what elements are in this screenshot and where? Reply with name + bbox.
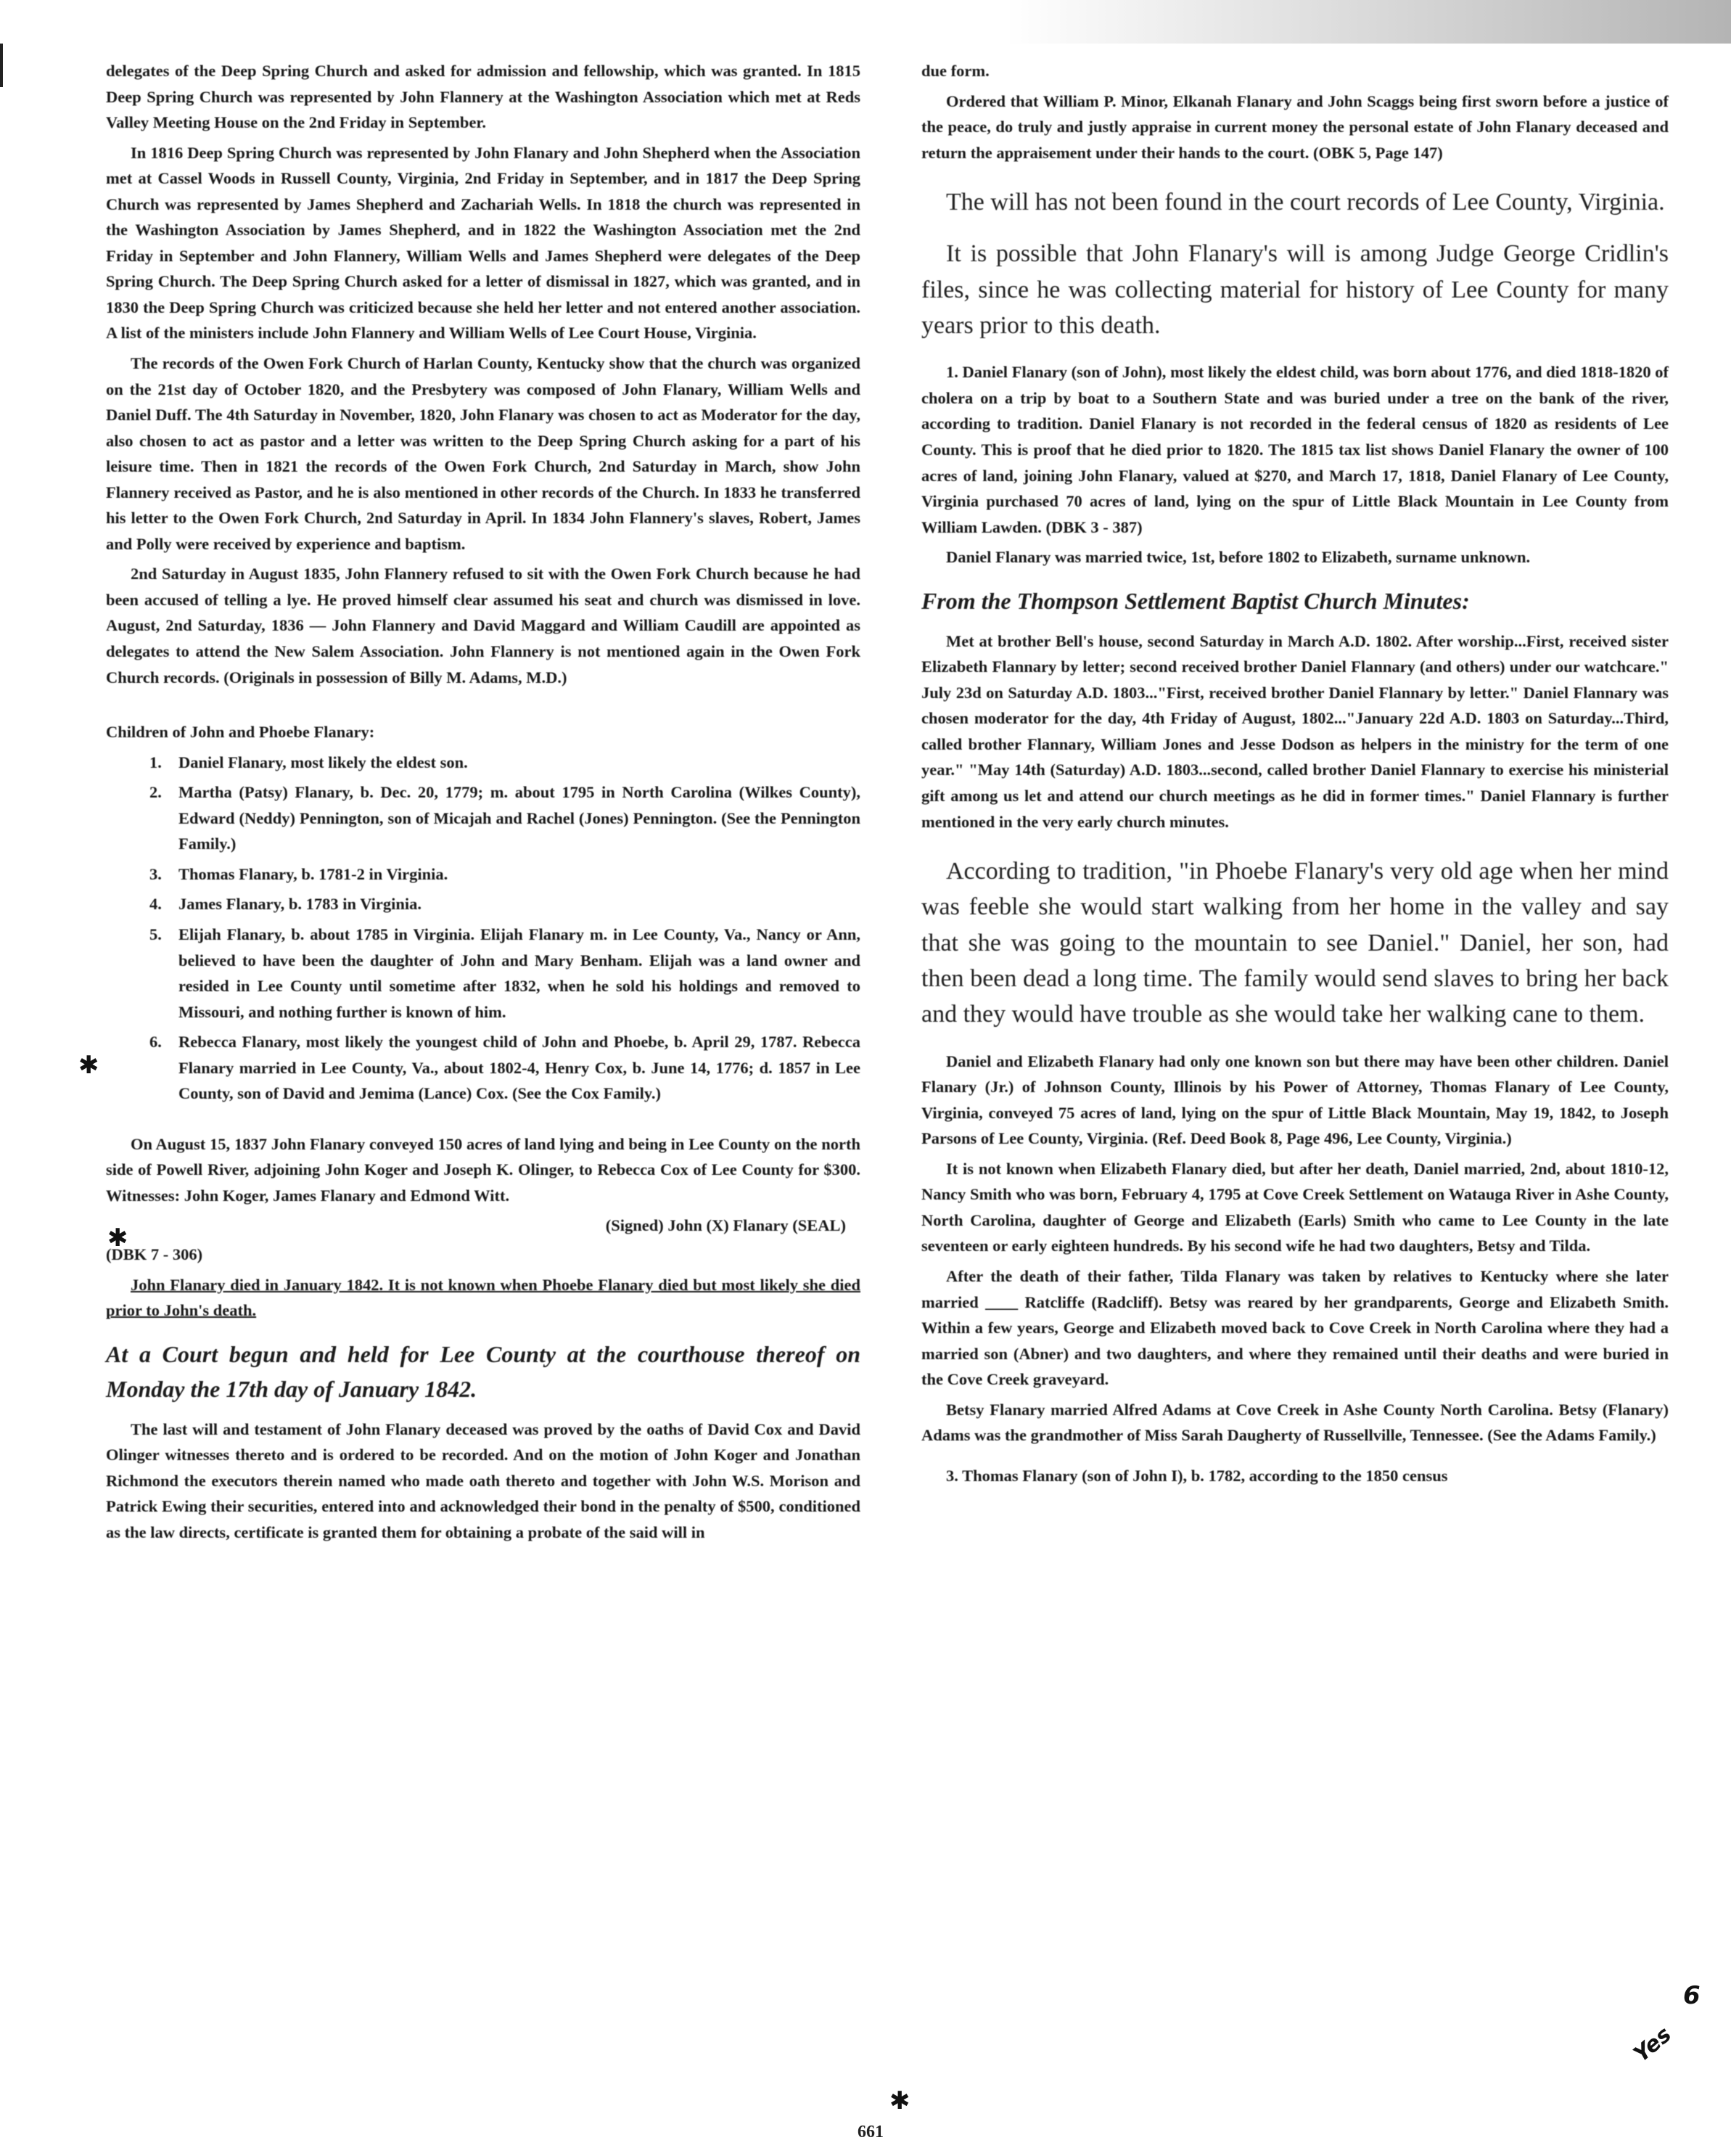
handwritten-six: 6 xyxy=(1683,1981,1701,2010)
handwritten-star-mark: ✱ xyxy=(889,2086,910,2115)
children-heading: Children of John and Phoebe Flanary: xyxy=(106,723,375,742)
large-paragraph: It is possible that John Flanary's will is among Judge George Cridlin's files, since he was collecting material for history of Lee County for many years prior to this death. xyxy=(921,240,1669,340)
large-paragraph: The will has not been found in the court records of Lee County, Virginia. xyxy=(946,189,1665,216)
scan-edge-mark xyxy=(0,44,3,87)
paragraph: In 1816 Deep Spring Church was represented by John Flanary and John Shepherd when the Association met at Cassel Woods in Russell County, Virginia, 2nd Friday in September, and in 1817 the Deep Spring Church was represented by James Shepherd and Zachariah Wells. In 1818 the church was represented in the Washington Association by James Shepherd, and in 1822 the Washington Association met the 2nd Friday in September and John Flannery, William Wells and James Shepherd were delegates of the Deep Spring Church. The Deep Spring Church asked for a letter of dismissal in 1827, which was granted, and in 1830 the Deep Spring Church was criticized because she held her letter and not entered another association. A list of the ministers include John Flannery and William Wells of Lee Court House, Virginia. xyxy=(106,143,860,343)
left-column xyxy=(106,58,860,1549)
thompson-heading: From the Thompson Settlement Baptist Church Minutes: xyxy=(921,587,1470,614)
paragraph: Ordered that William P. Minor, Elkanah Flanary and John Scaggs being first sworn before a justice of the peace, do truly and justly appraise in current money the personal estate of John Flanary deceased and return the appraisement under their hands to the court. (OBK 5, Page 147) xyxy=(921,91,1669,162)
paragraph: Daniel Flanary was married twice, 1st, before 1802 to Elizabeth, surname unknown. xyxy=(946,548,1531,567)
court-heading: At a Court begun and held for Lee County at the courthouse thereof on Monday the 17th day of January 1842. xyxy=(106,1340,860,1402)
list-item: 1. Daniel Flanary, most likely the eldest son. xyxy=(149,753,468,771)
scan-shadow xyxy=(1006,0,1731,44)
paragraph: 1. Daniel Flanary (son of John), most likely the eldest child, was born about 1776, and died 1818-1820 of cholera on a trip by boat to a Southern State and was buried under a tree on the bank of the river, according to tradition. Daniel Flanary is not recorded in the federal census of 1820 as residents of Lee County. This is proof that he died prior to 1820. The 1815 tax list shows Daniel Flanary the owner of 100 acres of land, joining John Flanary, valued at $270, and March 17, 1818, Daniel Flanary of Lee County, Virginia purchased 70 acres of land, lying on the spur of Little Black Mountain in Lee County from William Lawden. (DBK 3 - 387) xyxy=(921,363,1669,536)
large-paragraph: According to tradition, "in Phoebe Flanary's very old age when her mind was feeble she would start walking from her home in the valley and say that she was going to the mountain to see Daniel." Daniel, her son, had then been dead a long time. The family would send slaves to bring her back and they would have trouble as she would take her walking cane to them. xyxy=(921,858,1669,1028)
paragraph: 3. Thomas Flanary (son of John I), b. 1782, according to the 1850 census xyxy=(946,1466,1448,1485)
signature-line: (Signed) John (X) Flanary (SEAL) xyxy=(605,1216,846,1235)
paragraph: due form. xyxy=(921,62,990,80)
deed-reference: (DBK 7 - 306) xyxy=(106,1245,203,1263)
right-column xyxy=(921,58,1669,1493)
paragraph: 2nd Saturday in August 1835, John Flannery refused to sit with the Owen Fork Church because he had been accused of telling a lye. He proved himself clear assumed his seat and church was dismissed in love. August, 2nd Saturday, 1836 — John Flannery and David Maggard and William Caudill are appointed as delegates to attend the New Salem Association. John Flannery is not mentioned again in the Owen Fork Church records. (Originals in possession of Billy M. Adams, M.D.) xyxy=(106,565,860,686)
paragraph: On August 15, 1837 John Flanary conveyed 150 acres of land lying and being in Lee County on the north side of Powell River, adjoining John Koger and Joseph K. Olinger, to Rebecca Cox of Lee County for $300. Witnesses: John Koger, James Flanary and Edmond Witt. xyxy=(106,1134,860,1205)
paragraph: Daniel and Elizabeth Flanary had only one known son but there may have been other children. Daniel Flanary (Jr.) of Johnson County, Illinois by his Power of Attorney, Thomas Flanary of Lee County, Virginia, conveyed 75 acres of land, lying on the spur of Little Black Mountain, May 19, 1842, to Joseph Parsons of Lee County, Virginia. (Ref. Deed Book 8, Page 496, Lee County, Virginia.) xyxy=(921,1052,1669,1148)
paragraph: After the death of their father, Tilda Flanary was taken by relatives to Kentucky where she later married ____ Ratcliffe (Radcliff). Betsy was reared by her grandparents, George and Elizabeth Smith. Within a few years, George and Elizabeth moved back to Cove Creek in North Carolina where they had a married son (Abner) and two daughters, and where they remained until their deaths and were buried in the Cove Creek graveyard. xyxy=(921,1266,1669,1389)
handwritten-star-mark: ✱ xyxy=(78,1051,99,1080)
children-list xyxy=(106,750,860,1107)
paragraph: The last will and testament of John Flanary deceased was proved by the oaths of David Cox and David Olinger witnesses thereto and is ordered to be recorded. And on the motion of John Koger and Jonathan Richmond the executors therein named who made oath thereto and together with John W.S. Morison and Patrick Ewing their securities, entered into and acknowledged their bond in the penalty of $500, conditioned as the law directs, certificate is granted them for obtaining a probate of the said will in xyxy=(106,1419,860,1541)
paragraph: The records of the Owen Fork Church of Harlan County, Kentucky show that the church was organized on the 21st day of October 1820, and the Presbytery was composed of John Flanary, William Wells and Daniel Duff. The 4th Saturday in November, 1820, John Flanary was chosen to act as Moderator for the day, also chosen to act as pastor and a letter was written to the Deep Spring Church asking for a part of his leisure time. Then in 1821 the records of the Owen Fork Church, 2nd Saturday in March, show John Flannery received as Pastor, and he is also mentioned in other records of the Church. In 1833 he transferred his letter to the Owen Fork Church, 2nd Saturday in April. In 1834 John Flannery's slaves, Robert, James and Polly were received by experience and baptism. xyxy=(106,354,860,553)
paragraph: Betsy Flanary married Alfred Adams at Cove Creek in Ashe County North Carolina. Betsy (Flanary) Adams was the grandmother of Miss Sarah Daugherty of Russellville, Tennessee. (See the Adams Family.) xyxy=(921,1400,1669,1445)
list-item: 6. Rebecca Flanary, most likely the youngest child of John and Phoebe, b. April 29, 1787. Rebecca Flanary married in Lee County, Va., about 1802-4, Henry Cox, b. June 14, 1776; d. 1857 in Lee County, son of David and Jemima (Lance) Cox. (See the Cox Family.) xyxy=(149,1033,860,1103)
list-item: 4. James Flanary, b. 1783 in Virginia. xyxy=(149,895,422,914)
list-item: 5. Elijah Flanary, b. about 1785 in Virginia. Elijah Flanary m. in Lee County, Va., Nancy or Ann, believed to have been the daughter of John and Mary Benham. Elijah was a land owner and resided in Lee County until sometime after 1832, when he sold his holdings and removed to Missouri, and nothing further is known of him. xyxy=(149,925,860,1021)
paragraph: It is not known when Elizabeth Flanary died, but after her death, Daniel married, 2nd, about 1810-12, Nancy Smith who was born, February 4, 1795 at Cove Creek Settlement on Watauga River in Ashe County, North Carolina, daughter of George and Elizabeth (Earls) Smith who came to Lee County in the late seventeen or early eighteen hundreds. By his second wife he had two daughters, Betsy and Tilda. xyxy=(921,1159,1669,1255)
paragraph: John Flanary died in January 1842. It is not known when Phoebe Flanary died but most likely she died prior to John's death. xyxy=(106,1275,860,1320)
list-item: 2. Martha (Patsy) Flanary, b. Dec. 20, 1779; m. about 1795 in North Carolina (Wilkes County), Edward (Neddy) Pennington, son of Micajah and Rachel (Jones) Pennington. (See the Pennington Family.) xyxy=(149,783,860,853)
paragraph: Met at brother Bell's house, second Saturday in March A.D. 1802. After worship...First, received sister Elizabeth Flannary by letter; second received brother Daniel Flannary (and others) under our watchcare." July 23d on Saturday A.D. 1803..."First, received brother Daniel Flannary by letter." Daniel Flannary was chosen moderator for the day, 4th Friday of August, 1802..."January 22d A.D. 1803 on Saturday...Third, called brother Flannary, William Jones and Jesse Dodson as helpers in the ministry for the term of one year." "May 14th (Saturday) A.D. 1803...second, called brother Daniel Flannary to exercise his ministerial gift among us let and attend our church meetings as he did in former times." Daniel Flannary is further mentioned in the very early church minutes. xyxy=(921,631,1669,831)
handwritten-note: Yes xyxy=(1629,2022,1677,2067)
handwritten-star-mark: ✱ xyxy=(107,1223,128,1253)
list-item: 3. Thomas Flanary, b. 1781-2 in Virginia. xyxy=(149,864,448,883)
paragraph: delegates of the Deep Spring Church and asked for admission and fellowship, which was granted. In 1815 Deep Spring Church was represented by John Flannery at the Washington Association which met at Reds Valley Meeting House on the 2nd Friday in September. xyxy=(106,62,860,132)
page-number: 661 xyxy=(858,2123,884,2141)
